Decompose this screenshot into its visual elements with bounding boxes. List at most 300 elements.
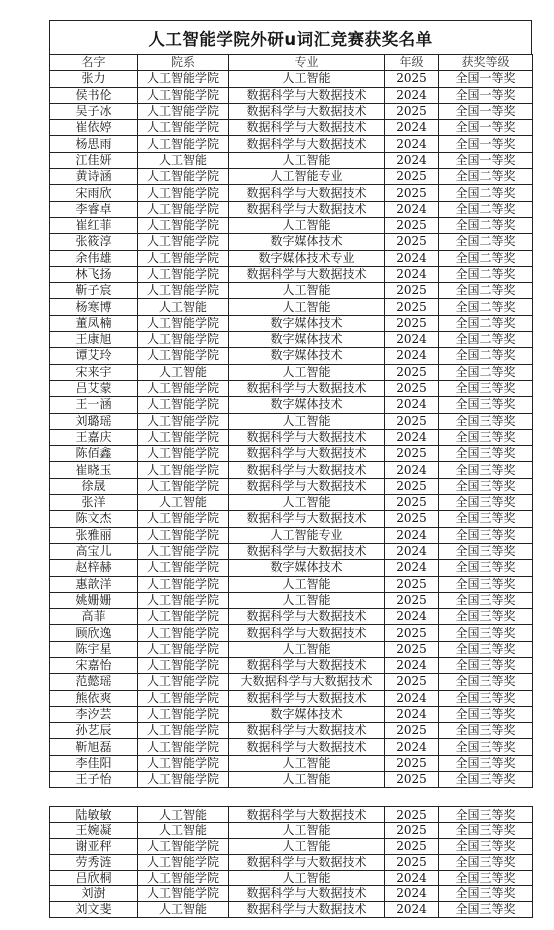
table-row	[50, 299, 533, 315]
cell-award-level: 全国三等奖	[439, 560, 533, 576]
header-major: 专业	[229, 55, 385, 71]
cell-award-level: 全国三等奖	[439, 609, 533, 625]
cell-department: 人工智能学院	[138, 527, 229, 543]
table-row	[50, 315, 533, 331]
cell-grade: 2024	[385, 739, 439, 755]
cell-grade: 2025	[385, 413, 439, 429]
table-row	[50, 511, 533, 527]
table-row	[50, 348, 533, 364]
cell-major: 数字媒体技术	[229, 332, 385, 348]
cell-department: 人工智能学院	[138, 169, 229, 185]
cell-grade: 2024	[385, 902, 439, 918]
table-row	[50, 870, 533, 886]
table-row	[50, 332, 533, 348]
table-row	[50, 397, 533, 413]
cell-major: 数据科学与大数据技术	[229, 543, 385, 559]
table-row	[50, 283, 533, 299]
cell-name: 王康旭	[50, 332, 138, 348]
cell-award-level: 全国三等奖	[439, 755, 533, 771]
cell-award-level: 全国三等奖	[439, 723, 533, 739]
cell-name: 林飞扬	[50, 266, 138, 282]
cell-major: 数据科学与大数据技术	[229, 723, 385, 739]
cell-award-level: 全国二等奖	[439, 348, 533, 364]
cell-grade: 2025	[385, 674, 439, 690]
cell-department: 人工智能学院	[138, 217, 229, 233]
cell-award-level: 全国三等奖	[439, 576, 533, 592]
cell-grade: 2025	[385, 283, 439, 299]
table-row	[50, 413, 533, 429]
cell-department: 人工智能学院	[138, 234, 229, 250]
cell-major: 人工智能	[229, 283, 385, 299]
cell-major: 数据科学与大数据技术	[229, 625, 385, 641]
cell-award-level: 全国一等奖	[439, 71, 533, 87]
table-row	[50, 120, 533, 136]
cell-grade: 2025	[385, 838, 439, 854]
cell-department: 人工智能学院	[138, 854, 229, 870]
table-row	[50, 543, 533, 559]
cell-grade: 2024	[385, 120, 439, 136]
cell-award-level: 全国三等奖	[439, 870, 533, 886]
cell-award-level: 全国二等奖	[439, 283, 533, 299]
cell-name: 陈宇星	[50, 641, 138, 657]
cell-name: 宋来宇	[50, 364, 138, 380]
table-row	[50, 462, 533, 478]
table-row	[50, 902, 533, 918]
cell-name: 吕艾蒙	[50, 380, 138, 396]
cell-award-level: 全国一等奖	[439, 136, 533, 152]
cell-department: 人工智能学院	[138, 71, 229, 87]
cell-major: 数据科学与大数据技术	[229, 185, 385, 201]
cell-award-level: 全国三等奖	[439, 446, 533, 462]
cell-name: 李睿卓	[50, 201, 138, 217]
cell-grade: 2025	[385, 823, 439, 839]
cell-department: 人工智能	[138, 152, 229, 168]
cell-department: 人工智能学院	[138, 706, 229, 722]
cell-major: 人工智能	[229, 364, 385, 380]
cell-award-level: 全国三等奖	[439, 706, 533, 722]
cell-major: 数据科学与大数据技术	[229, 807, 385, 823]
cell-major: 数据科学与大数据技术	[229, 609, 385, 625]
cell-award-level: 全国三等奖	[439, 429, 533, 445]
cell-major: 数字媒体技术	[229, 315, 385, 331]
cell-name: 吴子冰	[50, 103, 138, 119]
cell-grade: 2024	[385, 560, 439, 576]
cell-department: 人工智能学院	[138, 657, 229, 673]
cell-award-level: 全国三等奖	[439, 527, 533, 543]
header-department: 院系	[138, 55, 229, 71]
cell-department: 人工智能学院	[138, 772, 229, 788]
cell-grade: 2024	[385, 886, 439, 902]
cell-major: 人工智能	[229, 823, 385, 839]
cell-award-level: 全国二等奖	[439, 185, 533, 201]
table-row	[50, 201, 533, 217]
cell-grade: 2025	[385, 511, 439, 527]
cell-major: 数据科学与大数据技术	[229, 462, 385, 478]
cell-major: 人工智能专业	[229, 527, 385, 543]
cell-name: 杨寒博	[50, 299, 138, 315]
cell-grade: 2024	[385, 250, 439, 266]
cell-award-level: 全国二等奖	[439, 234, 533, 250]
cell-major: 人工智能	[229, 495, 385, 511]
cell-major: 数字媒体技术	[229, 560, 385, 576]
table-gap	[49, 788, 532, 806]
table-row	[50, 625, 533, 641]
cell-name: 宋嘉怡	[50, 657, 138, 673]
cell-name: 董凤楠	[50, 315, 138, 331]
cell-grade: 2024	[385, 266, 439, 282]
cell-award-level: 全国二等奖	[439, 332, 533, 348]
cell-name: 顾欣逸	[50, 625, 138, 641]
cell-major: 数字媒体技术专业	[229, 250, 385, 266]
cell-name: 高宝儿	[50, 543, 138, 559]
cell-department: 人工智能学院	[138, 625, 229, 641]
cell-grade: 2025	[385, 807, 439, 823]
cell-name: 谭艾玲	[50, 348, 138, 364]
cell-major: 数据科学与大数据技术	[229, 266, 385, 282]
table-row	[50, 641, 533, 657]
cell-award-level: 全国二等奖	[439, 169, 533, 185]
table-row	[50, 674, 533, 690]
cell-major: 人工智能专业	[229, 169, 385, 185]
cell-award-level: 全国二等奖	[439, 201, 533, 217]
cell-department: 人工智能学院	[138, 185, 229, 201]
cell-award-level: 全国二等奖	[439, 250, 533, 266]
cell-name: 谢亚秤	[50, 838, 138, 854]
cell-award-level: 全国三等奖	[439, 854, 533, 870]
cell-major: 数据科学与大数据技术	[229, 478, 385, 494]
cell-department: 人工智能学院	[138, 103, 229, 119]
cell-grade: 2024	[385, 657, 439, 673]
cell-department: 人工智能学院	[138, 870, 229, 886]
award-table-continued	[49, 806, 533, 918]
table-row	[50, 152, 533, 168]
cell-name: 熊依爽	[50, 690, 138, 706]
cell-award-level: 全国一等奖	[439, 103, 533, 119]
cell-department: 人工智能学院	[138, 380, 229, 396]
cell-major: 人工智能	[229, 413, 385, 429]
cell-major: 数字媒体技术	[229, 234, 385, 250]
cell-grade: 2024	[385, 348, 439, 364]
cell-award-level: 全国三等奖	[439, 380, 533, 396]
cell-award-level: 全国三等奖	[439, 690, 533, 706]
cell-major: 数字媒体技术	[229, 397, 385, 413]
cell-award-level: 全国三等奖	[439, 478, 533, 494]
cell-award-level: 全国三等奖	[439, 657, 533, 673]
cell-award-level: 全国三等奖	[439, 886, 533, 902]
cell-department: 人工智能学院	[138, 332, 229, 348]
cell-department: 人工智能	[138, 364, 229, 380]
cell-grade: 2025	[385, 854, 439, 870]
cell-grade: 2025	[385, 380, 439, 396]
table-row	[50, 185, 533, 201]
cell-award-level: 全国三等奖	[439, 625, 533, 641]
cell-grade: 2025	[385, 576, 439, 592]
cell-major: 人工智能	[229, 71, 385, 87]
cell-award-level: 全国三等奖	[439, 641, 533, 657]
cell-award-level: 全国三等奖	[439, 413, 533, 429]
cell-name: 李汐芸	[50, 706, 138, 722]
cell-grade: 2025	[385, 217, 439, 233]
cell-grade: 2025	[385, 495, 439, 511]
cell-name: 张雅丽	[50, 527, 138, 543]
cell-grade: 2025	[385, 723, 439, 739]
cell-award-level: 全国三等奖	[439, 511, 533, 527]
cell-department: 人工智能	[138, 299, 229, 315]
cell-department: 人工智能学院	[138, 397, 229, 413]
cell-major: 数字媒体技术	[229, 348, 385, 364]
cell-major: 人工智能	[229, 755, 385, 771]
cell-grade: 2024	[385, 332, 439, 348]
cell-award-level: 全国一等奖	[439, 87, 533, 103]
cell-award-level: 全国二等奖	[439, 266, 533, 282]
cell-award-level: 全国二等奖	[439, 364, 533, 380]
table-row	[50, 657, 533, 673]
cell-major: 数据科学与大数据技术	[229, 136, 385, 152]
cell-name: 宋雨欣	[50, 185, 138, 201]
cell-department: 人工智能学院	[138, 543, 229, 559]
cell-grade: 2024	[385, 706, 439, 722]
cell-major: 数据科学与大数据技术	[229, 690, 385, 706]
cell-grade: 2025	[385, 234, 439, 250]
cell-name: 余伟雄	[50, 250, 138, 266]
table-row	[50, 609, 533, 625]
cell-grade: 2024	[385, 527, 439, 543]
cell-name: 张洋	[50, 495, 138, 511]
cell-grade: 2024	[385, 397, 439, 413]
table-row	[50, 446, 533, 462]
cell-major: 人工智能	[229, 592, 385, 608]
cell-award-level: 全国三等奖	[439, 772, 533, 788]
cell-major: 数据科学与大数据技术	[229, 854, 385, 870]
table-row	[50, 560, 533, 576]
cell-award-level: 全国三等奖	[439, 823, 533, 839]
cell-grade: 2024	[385, 152, 439, 168]
cell-name: 惠歆洋	[50, 576, 138, 592]
cell-department: 人工智能学院	[138, 886, 229, 902]
cell-grade: 2024	[385, 136, 439, 152]
cell-major: 数据科学与大数据技术	[229, 657, 385, 673]
header-award-level: 获奖等级	[439, 55, 533, 71]
cell-name: 吕欣桐	[50, 870, 138, 886]
cell-grade: 2025	[385, 641, 439, 657]
table-row	[50, 71, 533, 87]
cell-grade: 2024	[385, 870, 439, 886]
cell-grade: 2025	[385, 364, 439, 380]
cell-name: 陆敏敏	[50, 807, 138, 823]
cell-award-level: 全国二等奖	[439, 315, 533, 331]
cell-department: 人工智能学院	[138, 266, 229, 282]
table-row	[50, 592, 533, 608]
cell-grade: 2025	[385, 625, 439, 641]
cell-award-level: 全国三等奖	[439, 543, 533, 559]
cell-award-level: 全国三等奖	[439, 838, 533, 854]
cell-name: 刘澍	[50, 886, 138, 902]
cell-grade: 2025	[385, 299, 439, 315]
cell-department: 人工智能学院	[138, 592, 229, 608]
cell-award-level: 全国三等奖	[439, 902, 533, 918]
cell-major: 人工智能	[229, 641, 385, 657]
cell-name: 张力	[50, 71, 138, 87]
cell-major: 数据科学与大数据技术	[229, 902, 385, 918]
cell-major: 大数据科学与大数据技术	[229, 674, 385, 690]
cell-major: 数字媒体技术	[229, 706, 385, 722]
cell-name: 王嘉庆	[50, 429, 138, 445]
table-row	[50, 576, 533, 592]
cell-department: 人工智能学院	[138, 250, 229, 266]
cell-award-level: 全国三等奖	[439, 495, 533, 511]
cell-department: 人工智能学院	[138, 674, 229, 690]
cell-name: 杨思雨	[50, 136, 138, 152]
cell-name: 劳秀涟	[50, 854, 138, 870]
cell-department: 人工智能学院	[138, 201, 229, 217]
cell-award-level: 全国一等奖	[439, 152, 533, 168]
cell-department: 人工智能	[138, 495, 229, 511]
cell-name: 王婉凝	[50, 823, 138, 839]
cell-award-level: 全国一等奖	[439, 120, 533, 136]
table-row	[50, 429, 533, 445]
table-row	[50, 103, 533, 119]
award-table-body	[50, 71, 533, 788]
cell-award-level: 全国三等奖	[439, 592, 533, 608]
cell-name: 刘文斐	[50, 902, 138, 918]
cell-name: 侯书伦	[50, 87, 138, 103]
cell-major: 人工智能	[229, 152, 385, 168]
cell-grade: 2025	[385, 478, 439, 494]
cell-name: 王一涵	[50, 397, 138, 413]
cell-department: 人工智能学院	[138, 511, 229, 527]
cell-name: 范懿瑶	[50, 674, 138, 690]
cell-major: 人工智能	[229, 838, 385, 854]
award-list-sheet	[49, 20, 532, 918]
cell-department: 人工智能学院	[138, 446, 229, 462]
table-row	[50, 823, 533, 839]
cell-department: 人工智能学院	[138, 755, 229, 771]
cell-major: 数据科学与大数据技术	[229, 87, 385, 103]
cell-name: 靳旭磊	[50, 739, 138, 755]
cell-department: 人工智能	[138, 807, 229, 823]
cell-grade: 2024	[385, 609, 439, 625]
cell-grade: 2024	[385, 429, 439, 445]
table-row	[50, 527, 533, 543]
cell-major: 人工智能	[229, 299, 385, 315]
cell-department: 人工智能学院	[138, 429, 229, 445]
cell-name: 张筱淳	[50, 234, 138, 250]
cell-grade: 2024	[385, 87, 439, 103]
table-row	[50, 136, 533, 152]
cell-award-level: 全国三等奖	[439, 462, 533, 478]
award-table-continued-body	[50, 807, 533, 918]
table-row	[50, 266, 533, 282]
cell-name: 徐晟	[50, 478, 138, 494]
table-row	[50, 495, 533, 511]
cell-department: 人工智能学院	[138, 690, 229, 706]
table-row	[50, 380, 533, 396]
cell-department: 人工智能学院	[138, 120, 229, 136]
cell-grade: 2025	[385, 772, 439, 788]
cell-department: 人工智能学院	[138, 723, 229, 739]
cell-name: 王子怡	[50, 772, 138, 788]
cell-department: 人工智能学院	[138, 576, 229, 592]
cell-major: 数据科学与大数据技术	[229, 739, 385, 755]
cell-major: 数据科学与大数据技术	[229, 446, 385, 462]
cell-award-level: 全国三等奖	[439, 397, 533, 413]
cell-major: 人工智能	[229, 217, 385, 233]
table-row	[50, 364, 533, 380]
table-row	[50, 234, 533, 250]
cell-grade: 2024	[385, 462, 439, 478]
cell-award-level: 全国三等奖	[439, 807, 533, 823]
header-grade: 年级	[385, 55, 439, 71]
cell-name: 陈文杰	[50, 511, 138, 527]
table-row	[50, 690, 533, 706]
table-row	[50, 838, 533, 854]
cell-department: 人工智能学院	[138, 739, 229, 755]
cell-award-level: 全国三等奖	[439, 674, 533, 690]
cell-major: 人工智能	[229, 576, 385, 592]
table-header-row	[50, 55, 533, 71]
cell-name: 姚姗姗	[50, 592, 138, 608]
cell-name: 靳子宸	[50, 283, 138, 299]
table-row	[50, 739, 533, 755]
award-table	[49, 54, 533, 788]
table-row	[50, 886, 533, 902]
cell-name: 刘璐瑶	[50, 413, 138, 429]
table-row	[50, 169, 533, 185]
table-row	[50, 217, 533, 233]
cell-name: 崔红菲	[50, 217, 138, 233]
cell-name: 崔晓玉	[50, 462, 138, 478]
cell-major: 数据科学与大数据技术	[229, 429, 385, 445]
cell-name: 孙艺辰	[50, 723, 138, 739]
cell-name: 陈佰鑫	[50, 446, 138, 462]
cell-major: 数据科学与大数据技术	[229, 103, 385, 119]
cell-department: 人工智能学院	[138, 413, 229, 429]
cell-department: 人工智能学院	[138, 641, 229, 657]
cell-department: 人工智能学院	[138, 283, 229, 299]
cell-department: 人工智能学院	[138, 87, 229, 103]
table-row	[50, 706, 533, 722]
cell-major: 数据科学与大数据技术	[229, 886, 385, 902]
table-row	[50, 854, 533, 870]
cell-department: 人工智能学院	[138, 348, 229, 364]
cell-department: 人工智能	[138, 902, 229, 918]
cell-department: 人工智能学院	[138, 315, 229, 331]
table-row	[50, 87, 533, 103]
cell-major: 数据科学与大数据技术	[229, 201, 385, 217]
cell-grade: 2024	[385, 201, 439, 217]
cell-grade: 2025	[385, 103, 439, 119]
cell-grade: 2025	[385, 169, 439, 185]
cell-major: 人工智能	[229, 772, 385, 788]
table-row	[50, 723, 533, 739]
table-row	[50, 478, 533, 494]
cell-department: 人工智能学院	[138, 136, 229, 152]
cell-grade: 2025	[385, 71, 439, 87]
table-row	[50, 250, 533, 266]
cell-grade: 2025	[385, 755, 439, 771]
cell-grade: 2025	[385, 185, 439, 201]
cell-grade: 2024	[385, 690, 439, 706]
table-row	[50, 807, 533, 823]
cell-name: 黄诗涵	[50, 169, 138, 185]
cell-department: 人工智能学院	[138, 462, 229, 478]
cell-major: 人工智能	[229, 870, 385, 886]
cell-department: 人工智能学院	[138, 838, 229, 854]
cell-grade: 2025	[385, 592, 439, 608]
cell-grade: 2024	[385, 543, 439, 559]
cell-department: 人工智能	[138, 823, 229, 839]
cell-department: 人工智能学院	[138, 560, 229, 576]
